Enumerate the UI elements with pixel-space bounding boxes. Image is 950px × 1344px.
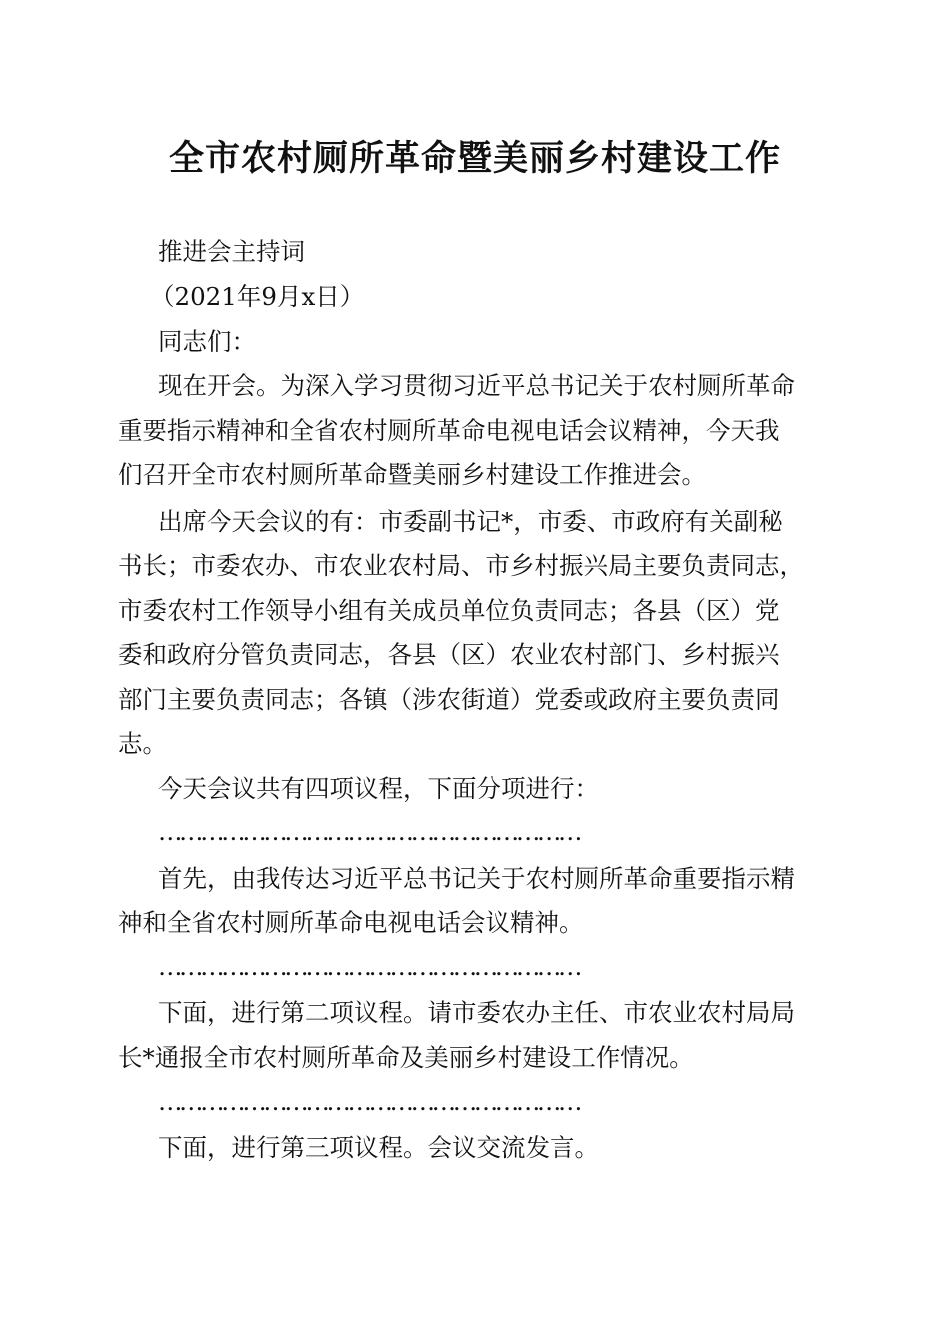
greeting: 同志们： [158, 327, 256, 356]
paragraph-line: 现在开会。为深入学习贯彻习近平总书记关于农村厕所革命 [158, 371, 795, 400]
separator-dots: …………………………………………………… [158, 1087, 580, 1116]
paragraph-line: 长*通报全市农村厕所革命及美丽乡村建设工作情况。 [118, 1043, 694, 1072]
paragraph-line: 志。 [118, 729, 167, 758]
separator-dots: …………………………………………………… [158, 952, 580, 981]
paragraph-line: 下面，进行第二项议程。请市委农办主任、市农业农村局局 [158, 998, 795, 1027]
document-subtitle: 推进会主持词 [158, 237, 305, 266]
paragraph-line: 市委农村工作领导小组有关成员单位负责同志；各县（区）党 [118, 596, 780, 625]
paragraph-line: 书长；市委农办、市农业农村局、市乡村振兴局主要负责同志， [118, 551, 804, 580]
paragraph-line: 部门主要负责同志；各镇（涉农街道）党委或政府主要负责同 [118, 685, 780, 714]
paragraph-line: 委和政府分管负责同志，各县（区）农业农村部门、乡村振兴 [118, 640, 780, 669]
paragraph-line: 下面，进行第三项议程。会议交流发言。 [158, 1133, 599, 1162]
paragraph-line: 重要指示精神和全省农村厕所革命电视电话会议精神，今天我 [118, 416, 780, 445]
document-date: （2021年9月x日） [150, 282, 365, 311]
paragraph-line: 今天会议共有四项议程，下面分项进行： [158, 774, 599, 803]
paragraph-line: 首先，由我传达习近平总书记关于农村厕所革命重要指示精 [158, 864, 795, 893]
paragraph-line: 神和全省农村厕所革命电视电话会议精神。 [118, 908, 584, 937]
paragraph-line: 们召开全市农村厕所革命暨美丽乡村建设工作推进会。 [118, 460, 706, 489]
separator-dots: …………………………………………………… [158, 817, 580, 846]
document-title: 全市农村厕所革命暨美丽乡村建设工作 [168, 138, 781, 179]
paragraph-line: 出席今天会议的有：市委副书记*，市委、市政府有关副秘 [158, 507, 783, 536]
